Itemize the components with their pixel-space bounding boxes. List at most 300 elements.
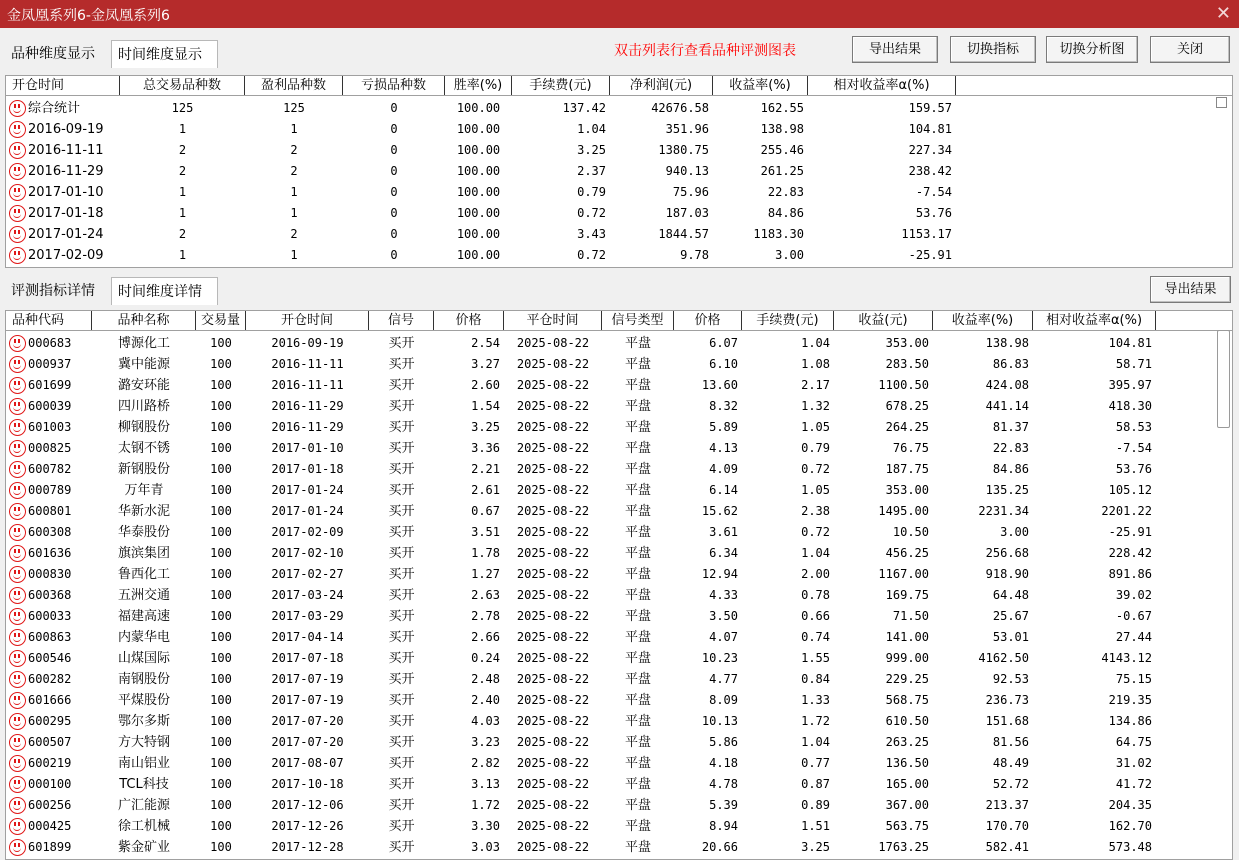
table-cell: 2025-08-22 <box>516 336 590 350</box>
table-cell: 353.00 <box>885 483 929 497</box>
table-cell: 3.25 <box>577 143 606 157</box>
table-cell: 2017-03-29 <box>271 609 344 623</box>
column-header[interactable]: 收益(元) <box>834 311 933 330</box>
table-cell: 太钢不锈 <box>117 441 170 456</box>
table-cell: 000425 <box>28 819 72 833</box>
table-cell: 58.71 <box>1115 357 1152 371</box>
table-cell: 2025-08-22 <box>516 483 590 497</box>
table-cell: 2 <box>290 164 298 178</box>
table-cell: 平盘 <box>624 840 651 855</box>
table-cell: 563.75 <box>885 819 929 833</box>
table-cell: 4.77 <box>709 672 738 686</box>
table-cell: 1183.30 <box>753 227 804 241</box>
table-cell: 600801 <box>28 504 72 518</box>
table-cell: 395.97 <box>1108 378 1152 392</box>
table-cell: 2.17 <box>801 378 830 392</box>
table-cell: 3.61 <box>709 525 738 539</box>
column-header[interactable]: 手续费(元) <box>512 76 610 95</box>
table-cell: 买开 <box>388 672 415 687</box>
column-header[interactable]: 交易量 <box>196 311 246 330</box>
table-cell: 2025-08-22 <box>516 378 590 392</box>
column-header[interactable]: 品种名称 <box>92 311 196 330</box>
table-cell: 1.08 <box>801 357 830 371</box>
smiley-icon <box>9 100 26 117</box>
table-cell: -7.54 <box>915 185 952 199</box>
table-cell: 601699 <box>28 378 72 392</box>
table-cell: 92.53 <box>992 672 1029 686</box>
table-cell: 旗滨集团 <box>117 546 170 561</box>
table-cell: 0.24 <box>471 651 500 665</box>
table-cell: 0.78 <box>801 588 830 602</box>
table-row[interactable] <box>6 648 1232 669</box>
table-cell: 255.46 <box>760 143 804 157</box>
table-cell: 52.72 <box>992 777 1029 791</box>
table-cell: 351.96 <box>665 122 709 136</box>
table-row[interactable] <box>6 669 1232 690</box>
column-header[interactable]: 信号类型 <box>602 311 674 330</box>
table-cell: 万年青 <box>124 483 164 498</box>
column-header[interactable]: 开仓时间 <box>6 76 120 95</box>
table-row[interactable] <box>6 245 1232 266</box>
table-cell: 2016-11-11 <box>28 143 104 158</box>
table-cell: 2017-04-14 <box>271 630 344 644</box>
table-cell: 138.98 <box>760 122 804 136</box>
table-cell: 2025-08-22 <box>516 840 590 854</box>
table-cell: 3.27 <box>471 357 500 371</box>
table-cell: 600256 <box>28 798 72 812</box>
table-cell: 3.23 <box>471 735 500 749</box>
table-cell: 平盘 <box>624 798 651 813</box>
table-cell: 4143.12 <box>1101 651 1152 665</box>
table-cell: 600282 <box>28 672 72 686</box>
table-cell: 2016-11-29 <box>271 420 344 434</box>
table-cell: 000789 <box>28 483 72 497</box>
table-row[interactable] <box>6 837 1232 858</box>
table-cell: 53.01 <box>992 630 1029 644</box>
table-cell: 1.04 <box>801 336 830 350</box>
table-cell: 12.94 <box>701 567 738 581</box>
table-cell: 2016-11-29 <box>28 164 104 179</box>
table-cell: 2025-08-22 <box>516 420 590 434</box>
table-cell: 86.83 <box>992 357 1029 371</box>
smiley-icon <box>9 205 26 222</box>
column-header[interactable]: 盈利品种数 <box>245 76 343 95</box>
table-cell: 2017-10-18 <box>271 777 344 791</box>
table-cell: 601636 <box>28 546 72 560</box>
table-cell: 1 <box>178 248 187 262</box>
table-cell: 169.75 <box>885 588 929 602</box>
export-results-button[interactable]: 导出结果 <box>852 36 938 63</box>
table-cell: 买开 <box>388 630 415 645</box>
smiley-icon <box>9 818 26 835</box>
table-cell: 4162.50 <box>978 651 1029 665</box>
table-cell: 000830 <box>28 567 72 581</box>
table-row[interactable] <box>6 140 1232 161</box>
column-header[interactable]: 总交易品种数 <box>120 76 245 95</box>
table-cell: 1 <box>178 122 187 136</box>
table-cell: 2017-01-10 <box>271 441 344 455</box>
tab-time-dimension[interactable]: 时间维度显示 <box>111 40 218 68</box>
smiley-icon <box>9 629 26 646</box>
table-cell: 6.34 <box>709 546 738 560</box>
table-cell: 平盘 <box>624 336 651 351</box>
table-cell: 2.63 <box>471 588 500 602</box>
smiley-icon <box>9 163 26 180</box>
table-cell: 1495.00 <box>878 504 929 518</box>
table-cell: 601003 <box>28 420 72 434</box>
smiley-icon <box>9 839 26 856</box>
table-cell: 3.50 <box>709 609 738 623</box>
table-cell: 买开 <box>388 735 415 750</box>
table-cell: 2016-09-19 <box>28 122 104 137</box>
table-cell: 600308 <box>28 525 72 539</box>
table-cell: 柳钢股份 <box>117 420 170 435</box>
table-cell: TCL科技 <box>119 777 169 792</box>
table-cell: 81.37 <box>992 420 1029 434</box>
column-header[interactable]: 亏损品种数 <box>343 76 445 95</box>
table-cell: 4.78 <box>709 777 738 791</box>
table-cell: 0 <box>390 227 398 241</box>
table-cell: 买开 <box>388 441 415 456</box>
table-cell: 0.84 <box>801 672 830 686</box>
table-row[interactable] <box>6 354 1232 375</box>
table-cell: 100 <box>210 735 232 749</box>
table-cell: 3.00 <box>775 248 804 262</box>
table-cell: 2017-07-19 <box>271 693 344 707</box>
table-cell: 3.25 <box>801 840 830 854</box>
table-cell: 1 <box>178 185 187 199</box>
table-cell: 2017-01-24 <box>271 483 344 497</box>
table-cell: 0.72 <box>801 462 830 476</box>
table-cell: 紫金矿业 <box>117 840 170 855</box>
column-header[interactable]: 收益率(%) <box>933 311 1033 330</box>
table-cell: 8.94 <box>709 819 738 833</box>
table-cell: 2017-12-26 <box>271 819 344 833</box>
table-cell: 138.98 <box>985 336 1029 350</box>
table-cell: 1.32 <box>801 399 830 413</box>
table-row[interactable] <box>6 753 1232 774</box>
window-title: 金凤凰系列6-金凤凰系列6 <box>7 8 170 24</box>
table-cell: 平盘 <box>624 588 651 603</box>
table-cell: 新钢股份 <box>117 462 170 477</box>
table-cell: 买开 <box>388 693 415 708</box>
table-cell: 10.23 <box>701 651 738 665</box>
table-cell: 100.00 <box>456 143 501 157</box>
table-cell: 平盘 <box>624 525 651 540</box>
table-cell: 买开 <box>388 819 415 834</box>
table-row[interactable] <box>6 182 1232 203</box>
table-cell: -25.91 <box>908 248 952 262</box>
smiley-icon <box>9 671 26 688</box>
table-row[interactable] <box>6 795 1232 816</box>
table-cell: 五洲交通 <box>117 588 170 603</box>
table-cell: 2025-08-22 <box>516 441 590 455</box>
column-header[interactable]: 手续费(元) <box>742 311 834 330</box>
table-cell: 2.38 <box>801 504 830 518</box>
table-cell: 100 <box>210 819 232 833</box>
table-cell: 2017-01-24 <box>271 504 344 518</box>
table-cell: 264.25 <box>885 420 929 434</box>
column-header[interactable]: 开仓时间 <box>246 311 369 330</box>
table-cell: 2016-11-11 <box>271 378 344 392</box>
table-cell: 鲁西化工 <box>117 567 170 582</box>
table-cell: 2025-08-22 <box>516 756 590 770</box>
table-cell: 2017-01-24 <box>28 227 104 242</box>
table-cell: 8.09 <box>709 693 738 707</box>
table-cell: 100 <box>210 483 232 497</box>
smiley-icon <box>9 398 26 415</box>
table-cell: 71.50 <box>892 609 929 623</box>
export-details-button[interactable]: 导出结果 <box>1150 276 1231 303</box>
smiley-icon <box>9 755 26 772</box>
table-cell: 买开 <box>388 399 415 414</box>
table-cell: 平煤股份 <box>117 693 170 708</box>
table-row[interactable] <box>6 690 1232 711</box>
table-cell: 4.09 <box>709 462 738 476</box>
table-cell: 2017-07-19 <box>271 672 344 686</box>
table-cell: 100 <box>210 777 232 791</box>
table-cell: 84.86 <box>767 206 804 220</box>
table-cell: 100.00 <box>456 164 501 178</box>
table-cell: 678.25 <box>885 399 929 413</box>
table-cell: 6.10 <box>709 357 738 371</box>
table-cell: 100 <box>210 798 232 812</box>
table-row[interactable] <box>6 396 1232 417</box>
table-cell: 353.00 <box>885 336 929 350</box>
table-cell: 1380.75 <box>658 143 709 157</box>
smiley-icon <box>9 797 26 814</box>
table-cell: 600033 <box>28 609 72 623</box>
table-cell: 2017-01-18 <box>271 462 344 476</box>
table-row[interactable] <box>6 774 1232 795</box>
table-cell: 潞安环能 <box>117 378 170 393</box>
column-header[interactable]: 相对收益率α(%) <box>808 76 956 95</box>
table-cell: 568.75 <box>885 693 929 707</box>
table-cell: 2025-08-22 <box>516 819 590 833</box>
table-cell: 3.03 <box>471 840 500 854</box>
table-cell: 2 <box>178 164 187 178</box>
table-row[interactable] <box>6 501 1232 522</box>
table-cell: 100.00 <box>456 227 501 241</box>
table-cell: 1.72 <box>801 714 830 728</box>
table-cell: 鄂尔多斯 <box>117 714 170 729</box>
table-cell: 136.50 <box>885 756 929 770</box>
table-cell: 100 <box>210 609 232 623</box>
table-row[interactable] <box>6 732 1232 753</box>
table-cell: 135.25 <box>985 483 1029 497</box>
table-row[interactable] <box>6 224 1232 245</box>
column-header[interactable]: 收益率(%) <box>713 76 808 95</box>
column-header[interactable]: 信号 <box>369 311 434 330</box>
close-button[interactable]: 关闭 <box>1150 36 1230 63</box>
table-cell: 2.61 <box>471 483 500 497</box>
table-cell: 64.48 <box>992 588 1029 602</box>
table-cell: 平盘 <box>624 546 651 561</box>
table-cell: 42676.58 <box>651 101 709 115</box>
table-cell: 20.66 <box>701 840 738 854</box>
table-cell: 610.50 <box>885 714 929 728</box>
table-row[interactable] <box>6 161 1232 182</box>
table-cell: 600295 <box>28 714 72 728</box>
table-cell: 0.72 <box>577 206 606 220</box>
tab-indicator-details[interactable]: 评测指标详情 <box>11 283 95 299</box>
table-cell: 买开 <box>388 588 415 603</box>
table-cell: 125 <box>283 101 305 115</box>
table-cell: 418.30 <box>1108 399 1152 413</box>
column-header[interactable]: 价格 <box>674 311 742 330</box>
table-cell: 平盘 <box>624 567 651 582</box>
tab-variety-dimension[interactable]: 品种维度显示 <box>11 46 95 62</box>
table-cell: 263.25 <box>885 735 929 749</box>
column-header[interactable]: 平仓时间 <box>504 311 602 330</box>
table-cell: 0.89 <box>801 798 830 812</box>
table-cell: 8.32 <box>709 399 738 413</box>
table-row[interactable] <box>6 375 1232 396</box>
table-cell: 买开 <box>388 462 415 477</box>
top-tab-strip <box>5 40 220 68</box>
table-row[interactable] <box>6 522 1232 543</box>
table-cell: 6.07 <box>709 336 738 350</box>
column-header[interactable]: 净利润(元) <box>610 76 713 95</box>
table-cell: 2.66 <box>471 630 500 644</box>
table-cell: 100 <box>210 336 232 350</box>
table-cell: 2201.22 <box>1101 504 1152 518</box>
table-cell: 1.54 <box>471 399 500 413</box>
table-cell: 0.67 <box>471 504 500 518</box>
table-cell: 2025-08-22 <box>516 798 590 812</box>
table-cell: 平盘 <box>624 777 651 792</box>
table-row[interactable] <box>6 417 1232 438</box>
table-cell: 227.34 <box>908 143 952 157</box>
table-cell: 238.42 <box>908 164 952 178</box>
table-cell: 2017-07-20 <box>271 714 344 728</box>
table-cell: 0 <box>390 101 398 115</box>
table-cell: 2017-12-28 <box>271 840 344 854</box>
table-cell: 买开 <box>388 504 415 519</box>
table-cell: 170.70 <box>985 819 1029 833</box>
table-row[interactable] <box>6 543 1232 564</box>
table-cell: 41.72 <box>1115 777 1152 791</box>
table-cell: 平盘 <box>624 399 651 414</box>
table-cell: 1 <box>290 248 298 262</box>
table-cell: 25.67 <box>992 609 1029 623</box>
table-cell: 75.15 <box>1115 672 1152 686</box>
table-cell: 2017-07-18 <box>271 651 344 665</box>
switch-chart-button[interactable]: 切换分析图 <box>1046 36 1138 63</box>
table-cell: 3.00 <box>1000 525 1029 539</box>
column-header[interactable]: 品种代码 <box>6 311 92 330</box>
table-cell: -25.91 <box>1108 525 1152 539</box>
table-cell: 2025-08-22 <box>516 609 590 623</box>
table-cell: 53.76 <box>1115 462 1152 476</box>
table-cell: 买开 <box>388 336 415 351</box>
table-row[interactable] <box>6 627 1232 648</box>
table-row[interactable] <box>6 438 1232 459</box>
table-row[interactable] <box>6 711 1232 732</box>
table-row[interactable] <box>6 480 1232 501</box>
table-row[interactable] <box>6 98 1232 119</box>
column-header[interactable]: 胜率(%) <box>445 76 512 95</box>
table-cell: 买开 <box>388 651 415 666</box>
table-cell: 平盘 <box>624 756 651 771</box>
table-row[interactable] <box>6 606 1232 627</box>
table-cell: 买开 <box>388 357 415 372</box>
smiley-icon <box>9 226 26 243</box>
vertical-scrollbar[interactable] <box>1217 330 1230 428</box>
table-cell: 4.07 <box>709 630 738 644</box>
table-cell: 0 <box>390 164 398 178</box>
smiley-icon <box>9 608 26 625</box>
smiley-icon <box>9 566 26 583</box>
table-cell: 15.62 <box>701 504 738 518</box>
close-icon[interactable]: ✕ <box>1215 3 1231 24</box>
table-cell: 2.21 <box>471 462 500 476</box>
table-row[interactable] <box>6 119 1232 140</box>
table-cell: 买开 <box>388 378 415 393</box>
table-row[interactable] <box>6 585 1232 606</box>
table-cell: 内蒙华电 <box>117 630 170 645</box>
table-cell: 山煤国际 <box>117 651 170 666</box>
table-cell: 买开 <box>388 756 415 771</box>
table-cell: 100 <box>210 840 232 854</box>
table-row[interactable] <box>6 459 1232 480</box>
table-cell: 1.05 <box>801 420 830 434</box>
table-cell: 2025-08-22 <box>516 462 590 476</box>
table-cell: 1.27 <box>471 567 500 581</box>
table-cell: 125 <box>171 101 194 115</box>
table-cell: 64.75 <box>1115 735 1152 749</box>
table-cell: 买开 <box>388 840 415 855</box>
table-cell: 100 <box>210 714 232 728</box>
table-cell: 58.53 <box>1115 420 1152 434</box>
table-row[interactable] <box>6 816 1232 837</box>
table-cell: 1.51 <box>801 819 830 833</box>
table-cell: 0.77 <box>801 756 830 770</box>
table-cell: 84.86 <box>992 462 1029 476</box>
smiley-icon <box>9 650 26 667</box>
table-cell: 平盘 <box>624 672 651 687</box>
table-cell: 3.13 <box>471 777 500 791</box>
table-cell: 100 <box>210 504 232 518</box>
column-header[interactable]: 相对收益率α(%) <box>1033 311 1156 330</box>
table-row[interactable] <box>6 333 1232 354</box>
table-cell: 5.89 <box>709 420 738 434</box>
column-header[interactable]: 价格 <box>434 311 504 330</box>
table-cell: 2 <box>290 143 298 157</box>
table-row[interactable] <box>6 203 1232 224</box>
table-cell: 100 <box>210 399 232 413</box>
table-cell: 平盘 <box>624 714 651 729</box>
table-cell: 162.70 <box>1108 819 1152 833</box>
table-cell: 3.36 <box>471 441 500 455</box>
tab-time-dimension-details[interactable]: 时间维度详情 <box>111 277 218 305</box>
table-cell: 华新水泥 <box>117 504 170 519</box>
smiley-icon <box>9 524 26 541</box>
grid-checkbox[interactable] <box>1216 97 1227 108</box>
table-cell: 0 <box>390 143 398 157</box>
table-cell: 100.00 <box>456 206 501 220</box>
table-cell: 3.51 <box>471 525 500 539</box>
table-cell: 4.03 <box>471 714 500 728</box>
switch-indicator-button[interactable]: 切换指标 <box>950 36 1036 63</box>
table-cell: 100 <box>210 630 232 644</box>
table-cell: 1.04 <box>801 735 830 749</box>
table-cell: 1167.00 <box>878 567 929 581</box>
table-cell: 2025-08-22 <box>516 504 590 518</box>
table-cell: 000825 <box>28 441 72 455</box>
table-row[interactable] <box>6 564 1232 585</box>
table-cell: 1.04 <box>801 546 830 560</box>
